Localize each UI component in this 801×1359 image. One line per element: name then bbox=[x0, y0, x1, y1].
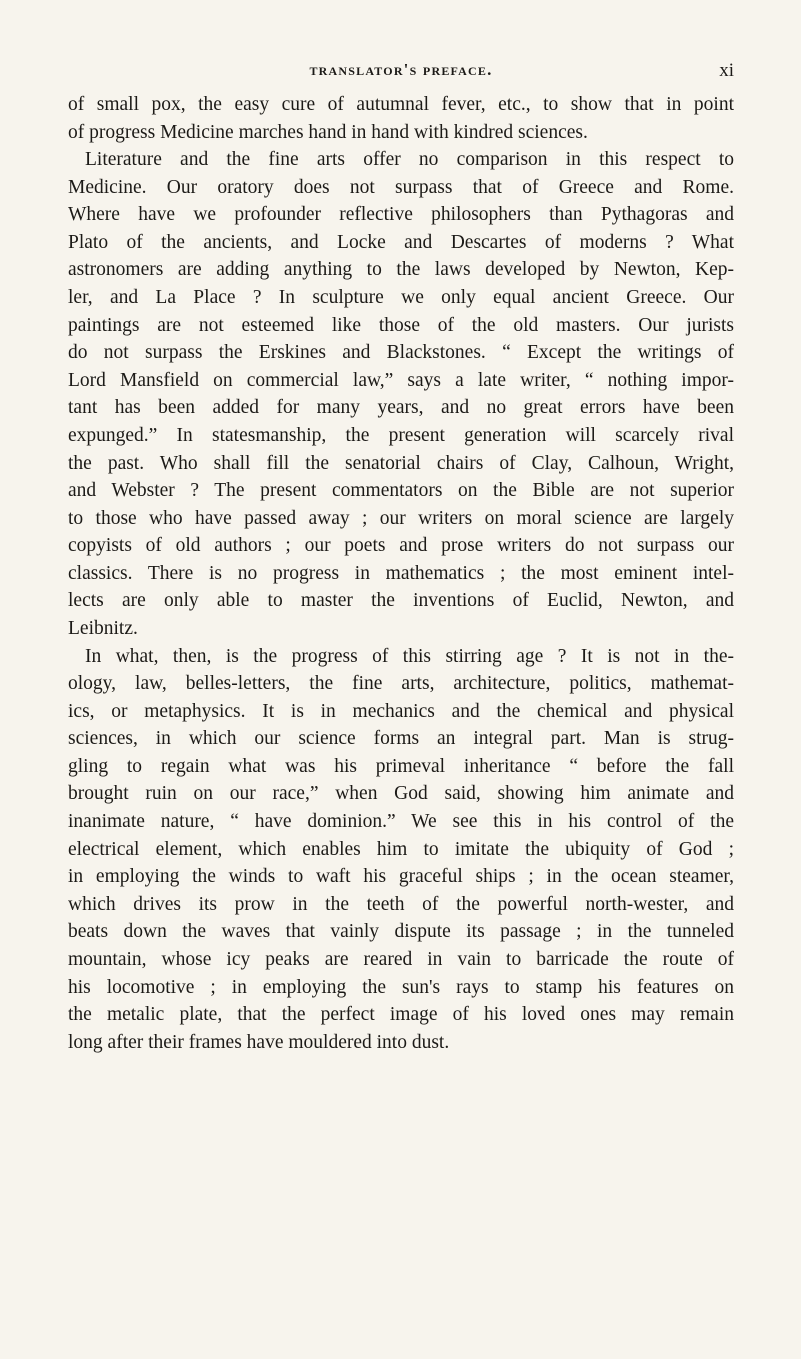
text-line: tant has been added for many years, and no great errors have been bbox=[68, 397, 734, 419]
text-line: mountain, whose icy peaks are reared in vain to barricade the route of bbox=[68, 948, 734, 970]
page-number: xi bbox=[719, 60, 734, 81]
text-line: Where have we profounder reflective philosophers than Pythagoras and bbox=[68, 204, 734, 226]
text-line: the past. Who shall fill the senatorial chairs of Clay, Calhoun, Wright, bbox=[68, 452, 734, 474]
text-line: ics, or metaphysics. It is in mechanics and the chemical and physical bbox=[68, 700, 734, 722]
text-line: astronomers are adding anything to the laws developed by Newton, Kep- bbox=[68, 259, 734, 281]
text-line: of small pox, the easy cure of autumnal fever, etc., to show that in point bbox=[68, 94, 734, 115]
text-line: which drives its prow in the teeth of the powerful north-wester, and bbox=[68, 893, 734, 915]
running-title: translator's preface. bbox=[309, 60, 493, 79]
text-line: in employing the winds to waft his graceful ships ; in the ocean steamer, bbox=[68, 866, 734, 888]
text-line: of progress Medicine marches hand in hand with kindred sciences. bbox=[68, 121, 588, 143]
text-line: long after their frames have mouldered into dust. bbox=[68, 1031, 450, 1053]
text-line: ology, law, belles-letters, the fine arts, architecture, politics, mathemat- bbox=[68, 673, 734, 695]
text-line: Medicine. Our oratory does not surpass that of Greece and Rome. bbox=[68, 176, 734, 198]
text-line: and Webster ? The present commentators on the Bible are not superior bbox=[68, 480, 734, 502]
text-line: the metalic plate, that the perfect image of his loved ones may remain bbox=[68, 1004, 734, 1026]
text-line: do not surpass the Erskines and Blackstones. “ Except the writings of bbox=[68, 342, 734, 364]
text-line: paintings are not esteemed like those of the old masters. Our jurists bbox=[68, 314, 734, 336]
text-line: expunged.” In statesmanship, the present generation will scarcely rival bbox=[68, 424, 734, 446]
text-line: brought ruin on our race,” when God said, showing him animate and bbox=[68, 783, 734, 805]
text-line: gling to regain what was his primeval inheritance “ before the fall bbox=[68, 755, 734, 777]
text-line: classics. There is no progress in mathematics ; the most eminent intel- bbox=[68, 562, 734, 584]
text-line: inanimate nature, “ have dominion.” We see this in his control of the bbox=[68, 811, 734, 833]
text-line: Plato of the ancients, and Locke and Descartes of moderns ? What bbox=[68, 231, 734, 253]
running-head bbox=[68, 60, 734, 84]
text-line: Leibnitz. bbox=[68, 617, 138, 639]
text-line: electrical element, which enables him to imitate the ubiquity of God ; bbox=[68, 838, 734, 860]
text-line: to those who have passed away ; our writers on moral science are largely bbox=[68, 507, 734, 529]
text-line: lects are only able to master the inventions of Euclid, Newton, and bbox=[68, 590, 734, 612]
text-line: In what, then, is the progress of this stirring age ? It is not in the- bbox=[85, 645, 734, 667]
text-line: copyists of old authors ; our poets and prose writers do not surpass our bbox=[68, 535, 734, 557]
text-line: Literature and the fine arts offer no comparison in this respect to bbox=[85, 149, 734, 171]
text-line: sciences, in which our science forms an integral part. Man is strug- bbox=[68, 728, 734, 750]
text-line: beats down the waves that vainly dispute its passage ; in the tunneled bbox=[68, 921, 734, 943]
body-text bbox=[68, 91, 734, 1056]
text-line: his locomotive ; in employing the sun's rays to stamp his features on bbox=[68, 976, 734, 998]
text-line: Lord Mansfield on commercial law,” says a late writer, “ nothing impor- bbox=[68, 369, 734, 391]
text-line: ler, and La Place ? In sculpture we only equal ancient Greece. Our bbox=[68, 287, 734, 309]
